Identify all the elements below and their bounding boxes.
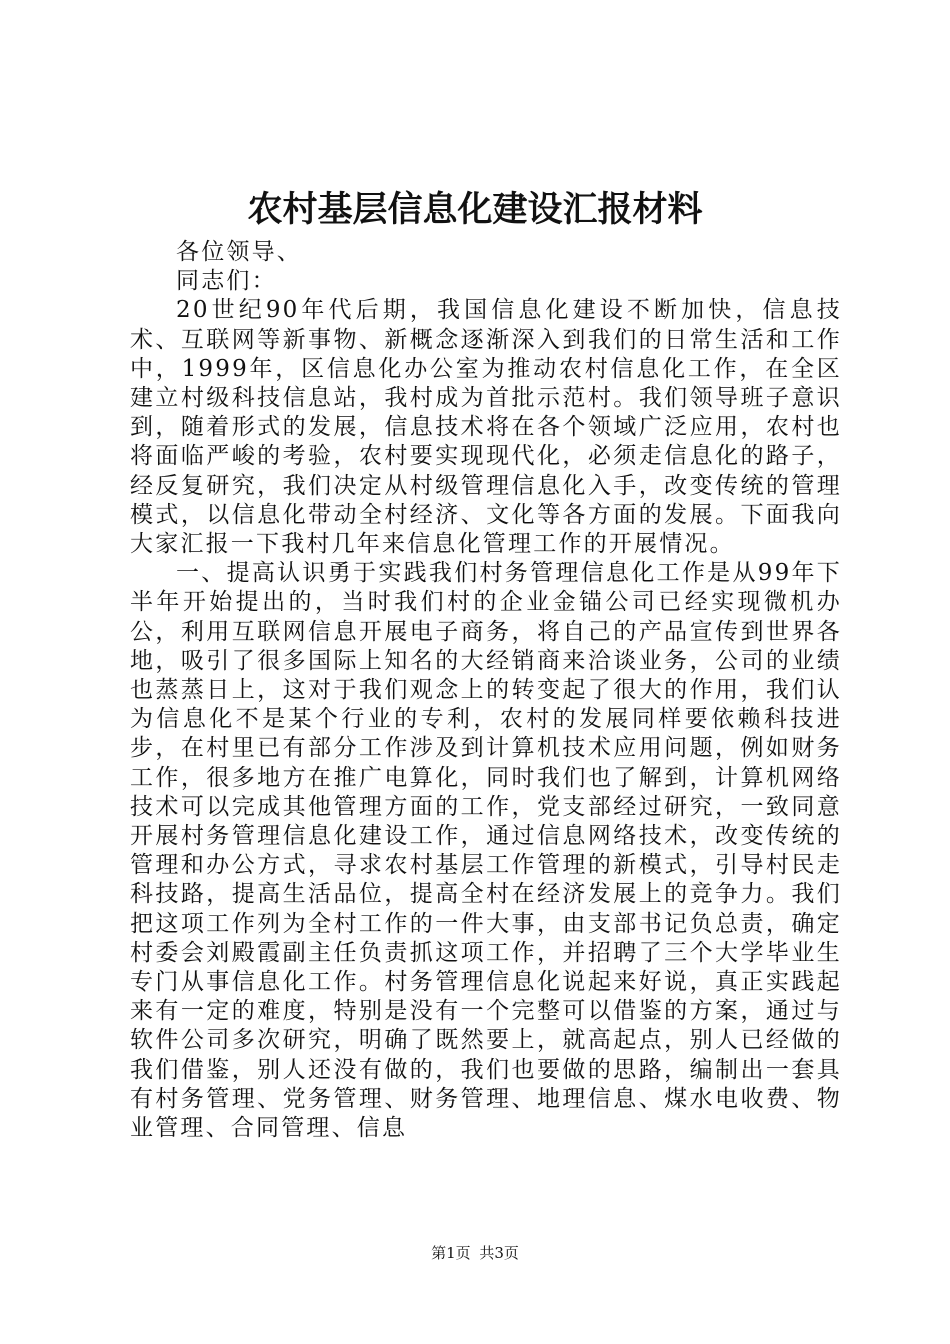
page-total: 共3页 <box>479 1244 519 1262</box>
salutation-line: 各位领导、 <box>176 239 302 265</box>
body-paragraph: 一、提高认识勇于实践我们村务管理信息化工作是从99年下半年开始提出的，当时我们村的企业金锚公司已经实现微机办公，利用互联网信息开展电子商务，将自己的产品宣传到世界各地，吸引了很多国际上知名的大经销商来洽谈业务，公司的业绩也蒸蒸日上，这对于我们观念上的转变起了很大的作用，我们认为信息化不是某个行业的专利，农村的发展同样要依赖科技进步，在村里已有部分工作涉及到计算机技术应用问题，例如财务工作，很多地方在推广电算化，同时我们也了解到，计算机网络技术可以完成其他管理方面的工作，党支部经过研究，一致同意开展村务管理信息化建设工作，通过信息网络技术，改变传统的管理和办公方式，寻求农村基层工作管理的新模式，引导村民走科技路，提高生活品位，提高全村在经济发展上的竞争力。我们把这项工作列为全村工作的一件大事，由支部书记负总责，确定村委会刘殿霞副主任负责抓这项工作，并招聘了三个大学毕业生专门从事信息化工作。村务管理信息化说起来好说，真正实践起来有一定的难度，特别是没有一个完整可以借鉴的方案，通过与软件公司多次研究，明确了既然要上，就高起点，别人已经做的我们借鉴，别人还没有做的，我们也要做的思路，编制出一套具有村务管理、党务管理、财务管理、地理信息、煤水电收费、物业管理、合同管理、信息 <box>130 560 842 1142</box>
document-title: 农村基层信息化建设汇报材料 <box>247 189 703 230</box>
body-paragraph: 20世纪90年代后期，我国信息化建设不断加快，信息技术、互联网等新事物、新概念逐渐深入到我们的日常生活和工作中，1999年，区信息化办公室为推动农村信息化工作，在全区建立村级科技信息站，我村成为首批示范村。我们领导班子意识到，随着形式的发展，信息技术将在各个领域广泛应用，农村也将面临严峻的考验，农村要实现现代化，必须走信息化的路子，经反复研究，我们决定从村级管理信息化入手，改变传统的管理模式，以信息化带动全村经济、文化等各方面的发展。下面我向大家汇报一下我村几年来信息化管理工作的开展情况。 <box>130 297 842 558</box>
page-number: 第1页 <box>431 1244 471 1262</box>
salutation-line: 同志们： <box>176 268 277 295</box>
document-body <box>130 238 842 1143</box>
page-footer <box>0 1242 950 1264</box>
